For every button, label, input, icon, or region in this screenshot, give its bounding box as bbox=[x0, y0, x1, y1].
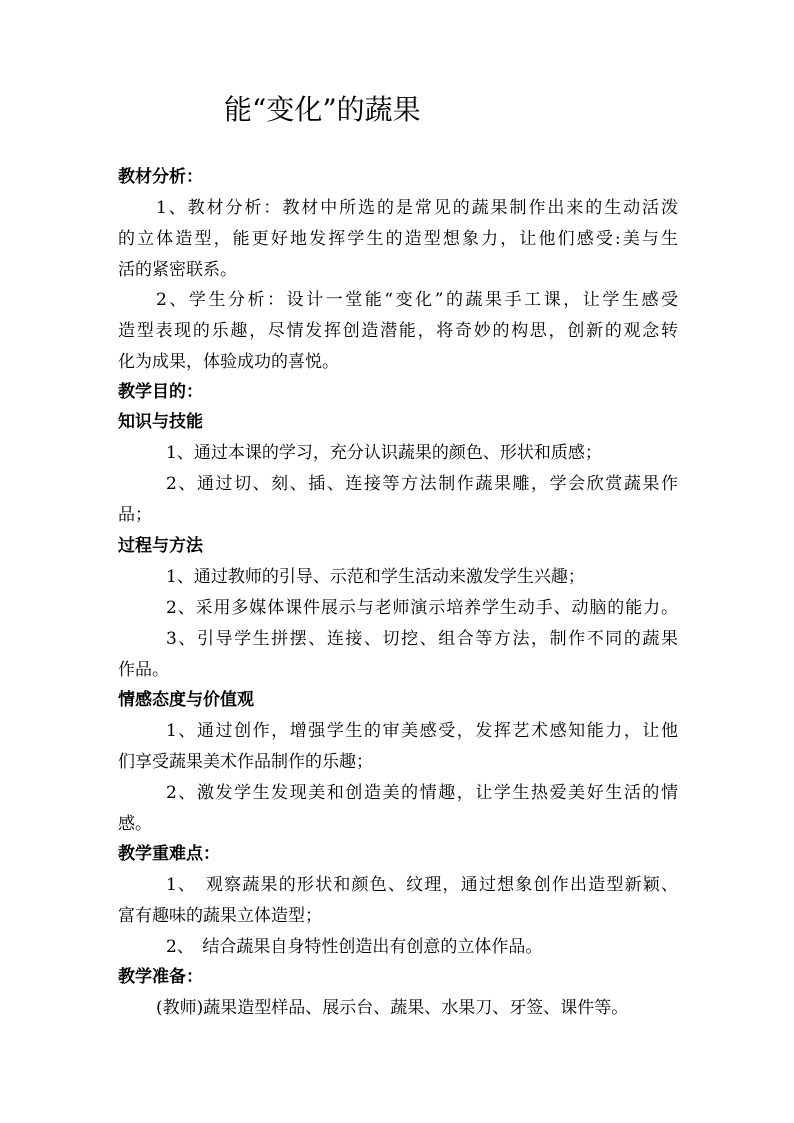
paragraph-line: 化为成果，体验成功的喜悦。 bbox=[118, 352, 339, 372]
list-item: 1、通过本课的学习，充分认识蔬果的颜色、形状和质感； bbox=[166, 443, 602, 463]
list-item: 2、通过切、刻、插、连接等方法制作蔬果雕，学会欣赏蔬果作 bbox=[166, 474, 678, 494]
list-item: 2、采用多媒体课件展示与老师演示培养学生动手、动脑的能力。 bbox=[166, 598, 678, 618]
list-item: 3、引导学生拼摆、连接、切挖、组合等方法，制作不同的蔬果 bbox=[166, 629, 678, 649]
list-item-continuation: 品； bbox=[118, 505, 152, 525]
paragraph-line: 造型表现的乐趣，尽情发挥创造潜能，将奇妙的构思，创新的观念转 bbox=[118, 321, 678, 341]
subheading-emotion-values: 情感态度与价值观 bbox=[118, 690, 254, 710]
list-item: 2、 结合蔬果自身特性创造出有创意的立体作品。 bbox=[166, 937, 543, 957]
document-title: 能“变化”的蔬果 bbox=[224, 93, 421, 126]
paragraph-line: (教师)蔬果造型样品、展示台、蔬果、水果刀、牙签、课件等。 bbox=[156, 998, 629, 1018]
paragraph-line: 的立体造型，能更好地发挥学生的造型想象力，让他们感受:美与生 bbox=[118, 229, 678, 249]
section-heading-teaching-objectives: 教学目的： bbox=[118, 382, 203, 402]
list-item-continuation: 感。 bbox=[118, 814, 152, 834]
list-item: 2、激发学生发现美和创造美的情趣，让学生热爱美好生活的情 bbox=[166, 783, 678, 803]
list-item-continuation: 作品。 bbox=[118, 660, 169, 680]
subheading-process-methods: 过程与方法 bbox=[118, 536, 203, 556]
list-item-continuation: 们享受蔬果美术作品制作的乐趣； bbox=[118, 752, 373, 772]
list-item: 1、通过教师的引导、示范和学生活动来激发学生兴趣； bbox=[166, 567, 585, 587]
subheading-knowledge-skills: 知识与技能 bbox=[118, 412, 203, 432]
list-item: 1、 观察蔬果的形状和颜色、纹理，通过想象创作出造型新颖、 bbox=[166, 875, 678, 895]
paragraph-line: 活的紧密联系。 bbox=[118, 260, 237, 280]
section-heading-teaching-preparation: 教学准备： bbox=[118, 967, 203, 987]
paragraph-line: 1、教材分析：教材中所选的是常见的蔬果制作出来的生动活泼 bbox=[156, 198, 678, 218]
list-item: 1、通过创作，增强学生的审美感受，发挥艺术感知能力，让他 bbox=[166, 721, 678, 741]
section-heading-material-analysis: 教材分析： bbox=[118, 167, 203, 187]
paragraph-line: 2、学生分析：设计一堂能“变化”的蔬果手工课，让学生感受 bbox=[156, 290, 678, 310]
list-item-continuation: 富有趣味的蔬果立体造型； bbox=[118, 906, 322, 926]
section-heading-key-difficulties: 教学重难点： bbox=[118, 844, 220, 864]
